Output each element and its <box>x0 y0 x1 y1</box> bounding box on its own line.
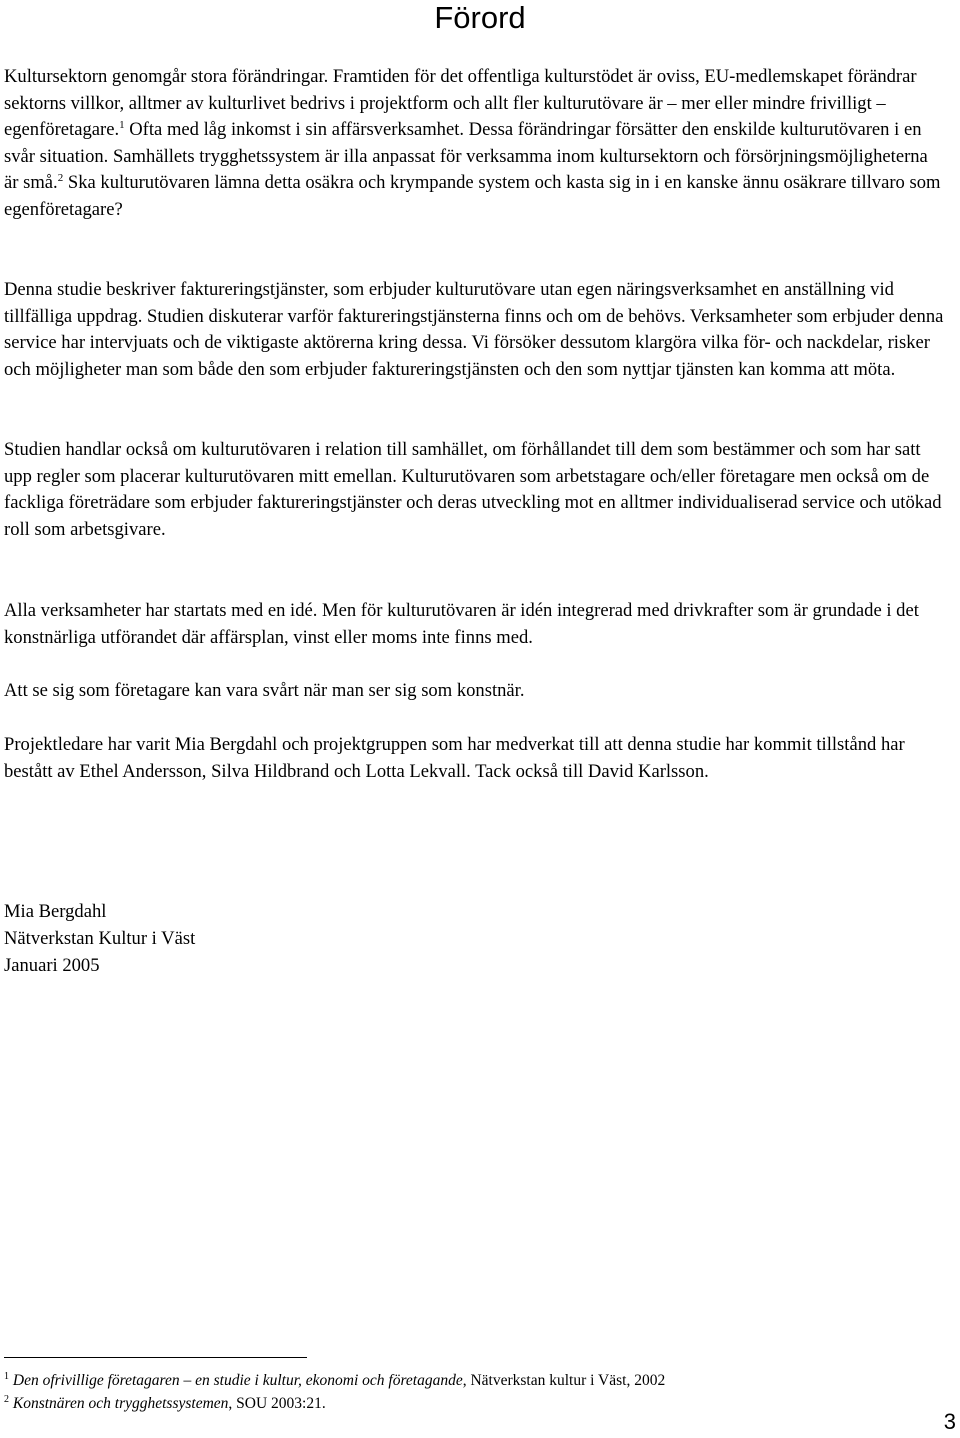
signature-block <box>4 899 195 979</box>
footnote-1 <box>4 1369 904 1392</box>
page-title: Förord <box>434 0 526 35</box>
paragraph-acknowledgements: Projektledare har varit Mia Bergdahl och projektgruppen som har medverkat till att denna studie har kommit tillstånd har bestått av Ethel Andersson, Silva Hildbrand och Lotta Lekvall. Tack också till David Karlsson. <box>4 734 905 782</box>
paragraph-entrepreneur: Att se sig som företagare kan vara svårt när man ser sig som konstnär. <box>4 680 525 701</box>
paragraph-idea: Alla verksamheter har startats med en idé. Men för kulturutövaren är idén integrerad med drivkrafter som är grundade i det konstnärliga utförandet där affärsplan, vinst eller moms inte finns med. <box>4 600 919 648</box>
paragraph-intro-part-b: Ofta med låg inkomst i sin affärsverksamhet. Dessa förändringar försätter den enskilde kulturutövaren i en svår situation. Samhällets trygghetssystem är illa anpassat för verksamma inom kultursektorn och försörjningsmöjligheterna är små. <box>4 119 928 194</box>
paragraph-intro <box>4 64 944 224</box>
footnote-source: , Nätverkstan kultur i Väst, 2002 <box>462 1372 666 1389</box>
footnote-title: Konstnären och trygghetssystemen <box>12 1395 229 1412</box>
footnote-number: 1 <box>4 1370 9 1382</box>
footnotes <box>4 1369 904 1415</box>
paragraph-intro-part-a: Kultursektorn genomgår stora förändringar. Framtiden för det offentliga kulturstödet är oviss, EU-medlemskapet förändrar sektorns villkor, alltmer av kulturlivet bedrivs i projektform och allt fler kulturutövare är – mer eller mindre frivilligt – egenföretagare. <box>4 66 917 141</box>
footnote-title: Den ofrivillige företagaren – en studie i kultur, ekonomi och företagande <box>12 1372 463 1389</box>
footnote-reference-1[interactable]: 1 <box>119 119 125 131</box>
footnote-source: , SOU 2003:21. <box>228 1395 326 1412</box>
footnote-reference-2[interactable]: 2 <box>57 172 64 185</box>
signature-date: Januari 2005 <box>4 954 100 976</box>
signature-name: Mia Bergdahl <box>4 901 107 922</box>
page-number: 3 <box>943 1409 956 1434</box>
paragraph-intro-part-c: Ska kulturutövaren lämna detta osäkra och krympande system och kasta sig in i en kanske ännu osäkrare tillvaro som egenföretagare? <box>4 172 941 220</box>
footnote-number: 2 <box>4 1393 9 1405</box>
paragraph-study-description: Denna studie beskriver faktureringstjänster, som erbjuder kulturutövare utan egen näringsverksamhet en anställning vid tillfälliga uppdrag. Studien diskuterar varför faktureringstjänsterna finns och om de behövs. Verksamheter som erbjuder denna service har intervjuats och de viktigaste aktörerna kring dessa. Vi försöker dessutom klargöra vilka för- och nackdelar, risker och möjligheter man som både den som erbjuder faktureringstjänsten och den som nyttjar tjänsten kan komma att möta. <box>4 279 944 380</box>
footnote-separator <box>4 1357 307 1358</box>
signature-organization: Nätverkstan Kultur i Väst <box>4 927 196 949</box>
paragraph-society-relation: Studien handlar också om kulturutövaren i relation till samhället, om förhållandet till dem som bestämmer och som har satt upp regler som placerar kulturutövaren mitt emellan. Kulturutövaren som arbetstagare och/eller företagare men också om de fackliga företrädare som erbjuder faktureringstjänster och deras utveckling mot en alltmer individualiserad service och utökad roll som arbetsgivare. <box>4 439 942 540</box>
footnote-2 <box>4 1392 904 1415</box>
